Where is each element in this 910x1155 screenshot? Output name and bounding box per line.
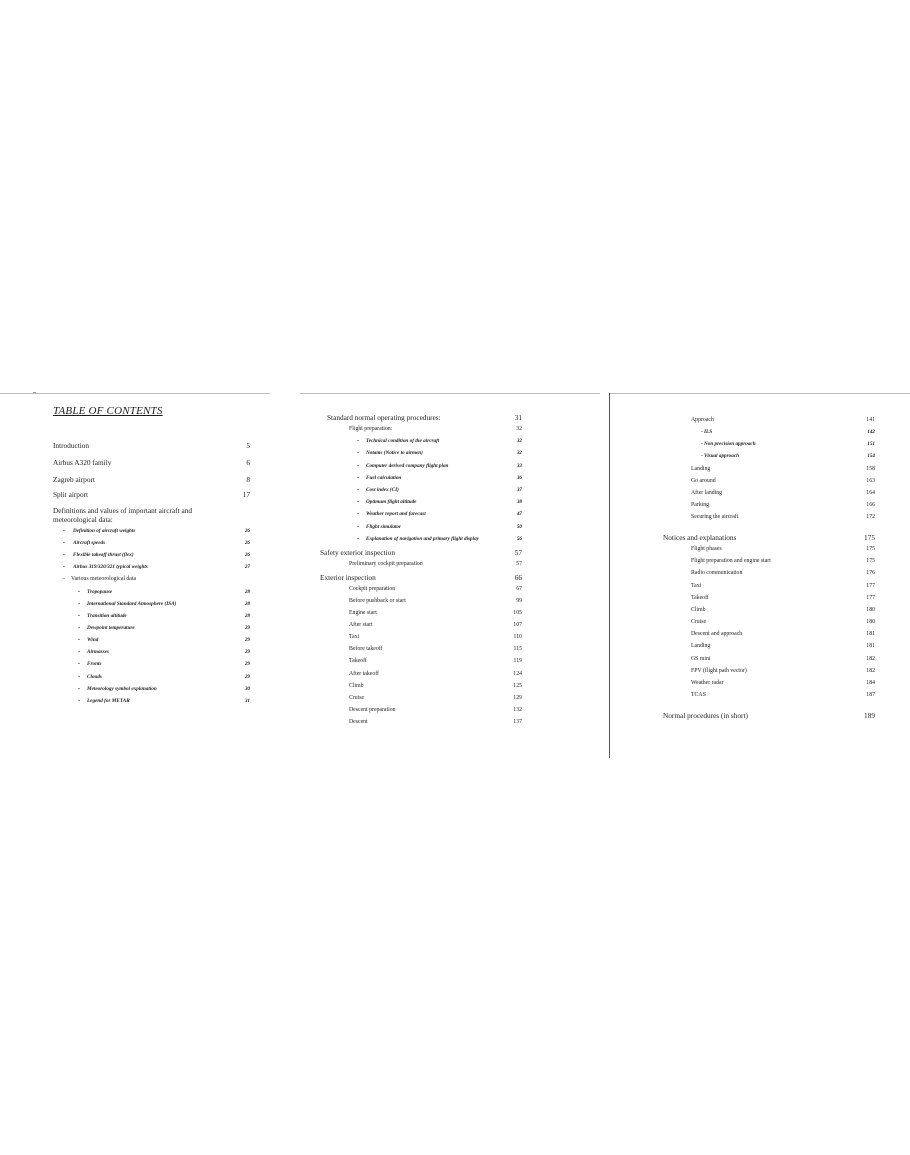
toc-entry-page: 29 bbox=[244, 637, 250, 643]
toc-entry-label: Takeoff bbox=[349, 658, 367, 664]
toc-entry-label: After start bbox=[349, 622, 373, 628]
bullet-dash-icon: - bbox=[78, 698, 80, 704]
toc-entry-label: Introduction bbox=[53, 441, 90, 450]
toc-entry-page: 57 bbox=[514, 548, 522, 557]
toc-entry-label: Landing bbox=[691, 643, 711, 649]
toc-entry-page: 151 bbox=[867, 441, 875, 447]
toc-entry-label: Airbus A320 family bbox=[53, 458, 112, 467]
toc-entry-page: 129 bbox=[513, 695, 522, 701]
toc-entry-page: 32 bbox=[516, 426, 522, 432]
toc-entry-page: 56 bbox=[516, 536, 522, 542]
toc-entry-label: Clouds bbox=[87, 674, 102, 680]
toc-entry-label: Parking bbox=[691, 502, 710, 508]
toc-entry-label: TCAS bbox=[691, 692, 706, 698]
toc-entry-page: 175 bbox=[866, 546, 875, 552]
toc-entry-page: 187 bbox=[866, 692, 875, 698]
toc-entry-label: Cockpit preparation bbox=[349, 586, 396, 592]
toc-entry-page: 67 bbox=[516, 586, 522, 592]
toc-entry-page: 37 bbox=[516, 487, 522, 493]
toc-entry-label: Weather radar bbox=[691, 680, 724, 686]
bullet-dash-icon: - bbox=[78, 649, 80, 655]
toc-entry-label: Airmasses bbox=[87, 649, 109, 655]
bullet-dash-icon: - bbox=[78, 637, 80, 643]
toc-entry-page: 99 bbox=[516, 598, 522, 604]
bullet-dash-icon: - bbox=[357, 487, 359, 493]
toc-entry-label: Before pushback or start bbox=[349, 598, 406, 604]
bullet-dash-icon: - bbox=[63, 540, 65, 546]
toc-entry-page: 110 bbox=[513, 634, 522, 640]
toc-entry-page: 141 bbox=[866, 417, 875, 423]
toc-entry-page: 27 bbox=[244, 564, 250, 570]
toc-entry-page: 105 bbox=[513, 610, 522, 616]
toc-entry-page: 31 bbox=[514, 413, 522, 422]
toc-entry-page: 189 bbox=[864, 711, 875, 720]
toc-entry-label: Weather report and forecast bbox=[366, 511, 426, 517]
toc-entry-label: Exterior inspection bbox=[320, 573, 376, 582]
toc-entry-page: 166 bbox=[866, 502, 875, 508]
toc-entry-page: 36 bbox=[516, 475, 522, 481]
toc-entry-label: Technical condition of the aircraft bbox=[366, 438, 440, 444]
toc-entry-page: 181 bbox=[866, 643, 875, 649]
toc-entry-label: Flight preparation: bbox=[349, 426, 393, 432]
toc-entry-label: Meteorology symbol explanation bbox=[87, 686, 157, 692]
toc-entry-label: Engine start bbox=[349, 610, 377, 616]
bullet-dash-icon: - bbox=[78, 589, 80, 595]
toc-entry-page: 132 bbox=[513, 707, 522, 713]
toc-entry-page: 163 bbox=[866, 478, 875, 484]
toc-entry-page: 26 bbox=[244, 540, 250, 546]
toc-entry-page: 181 bbox=[866, 631, 875, 637]
toc-entry-label: International Standard Atmosphere (ISA) bbox=[87, 601, 177, 607]
toc-entry-page: 180 bbox=[866, 607, 875, 613]
toc-entry-label: Safety exterior inspection bbox=[320, 548, 395, 557]
toc-entry-label: Optimum flight altitude bbox=[366, 499, 417, 505]
toc-entry-label: Descent preparation bbox=[349, 707, 396, 713]
bullet-dash-icon: - bbox=[357, 499, 359, 505]
bullet-dash-icon: - bbox=[357, 475, 359, 481]
toc-entry-label: - ILS bbox=[701, 429, 713, 435]
toc-entry-page: 107 bbox=[513, 622, 522, 628]
toc-entry-label: Descent and approach bbox=[691, 631, 743, 637]
toc-entry-page: 175 bbox=[864, 533, 875, 542]
toc-entry-page: 115 bbox=[513, 646, 522, 652]
toc-entry-page: 164 bbox=[866, 490, 875, 496]
toc-entry-label: Radio communication bbox=[691, 570, 743, 576]
toc-entry-page: 32 bbox=[516, 450, 522, 456]
toc-entry-label: Normal procedures (in short) bbox=[663, 711, 748, 720]
toc-entry-label: Explanation of navigation and primary flight display bbox=[366, 536, 479, 542]
toc-entry-label: Dewpoint temperature bbox=[87, 625, 135, 631]
bullet-dash-icon: - bbox=[357, 463, 359, 469]
toc-entry-label: After landing bbox=[691, 490, 723, 496]
toc-entry-label: Standard normal operating procedures: bbox=[327, 413, 441, 422]
toc-entry-page: 28 bbox=[244, 589, 250, 595]
toc-entry-label: Taxi bbox=[349, 634, 360, 640]
toc-entry-page: 182 bbox=[866, 656, 875, 662]
toc-entry-label: Cruise bbox=[691, 619, 707, 625]
toc-entry-page: 180 bbox=[866, 619, 875, 625]
bullet-dash-icon: - bbox=[357, 450, 359, 456]
toc-entry-label: Zagreb airport bbox=[53, 475, 95, 484]
toc-entry-page: 119 bbox=[513, 658, 522, 664]
toc-entry-label: Various meteorological data bbox=[71, 576, 137, 582]
toc-entry-page: 177 bbox=[866, 583, 875, 589]
toc-entry-page: 154 bbox=[867, 453, 875, 459]
toc-entry-label: Securing the aircraft bbox=[691, 514, 739, 520]
toc-entry-label: - Visual approach bbox=[701, 453, 740, 459]
toc-entry-label: Approach bbox=[691, 417, 714, 423]
toc-entry-label: Wind bbox=[87, 637, 99, 643]
toc-entry-label: Fronts bbox=[87, 661, 102, 667]
bullet-dash-icon: - bbox=[78, 601, 80, 607]
toc-entry-label: Legend for METAR bbox=[87, 698, 130, 704]
toc-entry-label: Before takeoff bbox=[349, 646, 383, 652]
toc-entry-label: FPV (flight path vector) bbox=[691, 668, 747, 674]
bullet-dash-icon: - bbox=[78, 674, 80, 680]
toc-entry-page: 28 bbox=[244, 613, 250, 619]
toc-entry-page: 5 bbox=[246, 441, 250, 450]
bullet-dash-icon: - bbox=[357, 536, 359, 542]
toc-entry-label: Preliminary cockpit preparation bbox=[349, 561, 423, 567]
toc-entry-page: 33 bbox=[516, 463, 522, 469]
toc-entry-page: 184 bbox=[866, 680, 875, 686]
toc-entry-page: 182 bbox=[866, 668, 875, 674]
toc-entry-page: 29 bbox=[244, 674, 250, 680]
toc-entry-page: 125 bbox=[513, 683, 522, 689]
toc-entry-label: Flight preparation and engine start bbox=[691, 558, 771, 564]
toc-entry-page: 172 bbox=[866, 514, 875, 520]
toc-entry-page: 38 bbox=[516, 499, 522, 505]
bullet-dash-icon: - bbox=[78, 686, 80, 692]
bullet-dash-icon: - bbox=[78, 613, 80, 619]
bullet-dash-icon: - bbox=[78, 625, 80, 631]
toc-entry-page: 26 bbox=[244, 552, 250, 558]
toc-entry-label: Cruise bbox=[349, 695, 365, 701]
scan-speck bbox=[33, 392, 36, 393]
toc-entry-label: Go around bbox=[691, 478, 716, 484]
toc-entry-label: Transition altitude bbox=[87, 613, 127, 619]
toc-entry-page: 57 bbox=[516, 561, 522, 567]
toc-entry-page: 50 bbox=[516, 524, 522, 530]
toc-entry-page: 176 bbox=[866, 570, 875, 576]
page-top-edge bbox=[300, 393, 600, 394]
toc-entry-page: 47 bbox=[516, 511, 522, 517]
toc-entry-page: 158 bbox=[866, 466, 875, 472]
toc-entry-page: 32 bbox=[516, 438, 522, 444]
toc-page-1 bbox=[0, 0, 272, 1155]
toc-entry-page: 29 bbox=[244, 661, 250, 667]
toc-entry-page: 31 bbox=[244, 698, 250, 704]
toc-entry-label: Airbus 319/320/321 typical weights bbox=[73, 564, 148, 570]
toc-entry-label: - Non precision approach bbox=[701, 441, 756, 447]
toc-page-3 bbox=[609, 0, 910, 1155]
toc-entry-label: Descent bbox=[349, 719, 368, 725]
page-left-edge bbox=[609, 393, 610, 758]
bullet-dash-icon: - bbox=[78, 661, 80, 667]
bullet-dash-icon: - bbox=[63, 576, 65, 582]
toc-entry-label: Notams (Notice to airmen) bbox=[366, 450, 423, 456]
toc-entry-page: 29 bbox=[244, 649, 250, 655]
toc-entry-label: Computer derived company flight plan bbox=[366, 463, 449, 469]
toc-entry-label: Fuel calculation bbox=[366, 475, 402, 481]
bullet-dash-icon: - bbox=[63, 564, 65, 570]
toc-entry-page: 30 bbox=[244, 686, 250, 692]
toc-entry-label: Tropopause bbox=[87, 589, 113, 595]
toc-title: TABLE OF CONTENTS bbox=[53, 405, 163, 417]
toc-entry-page: 29 bbox=[244, 625, 250, 631]
toc-entry-label: Split airport bbox=[53, 490, 89, 499]
toc-entry-label: Landing bbox=[691, 466, 711, 472]
toc-entry-label: Climb bbox=[691, 607, 706, 613]
toc-entry-page: 137 bbox=[513, 719, 522, 725]
toc-entry-page: 17 bbox=[242, 490, 250, 499]
toc-page-2 bbox=[300, 0, 600, 1155]
toc-entry-page: 6 bbox=[246, 458, 250, 467]
toc-entry-label: After takeoff bbox=[349, 671, 379, 677]
toc-entry-page: 8 bbox=[246, 475, 250, 484]
toc-entry-label: GS mini bbox=[691, 656, 711, 662]
toc-entry-label: Definitions and values of important aircraft and meteorological data: bbox=[53, 506, 193, 524]
toc-entry-label: Flight simulator bbox=[366, 524, 402, 530]
toc-entry-label: Aircraft speeds bbox=[73, 540, 106, 546]
toc-entry-label: Definition of aircraft weights bbox=[73, 528, 136, 534]
toc-entry-page: 175 bbox=[866, 558, 875, 564]
toc-entry-label: Flexible takeoff thrust (flex) bbox=[73, 552, 134, 558]
bullet-dash-icon: - bbox=[357, 438, 359, 444]
bullet-dash-icon: - bbox=[63, 528, 65, 534]
toc-entry-label: Notices and explanations bbox=[663, 533, 737, 542]
toc-entry-page: 66 bbox=[514, 573, 522, 582]
toc-entry-page: 28 bbox=[244, 601, 250, 607]
toc-entry-page: 124 bbox=[513, 671, 522, 677]
page-top-edge bbox=[609, 393, 910, 394]
toc-entry-page: 26 bbox=[244, 528, 250, 534]
toc-entry-label: Flight phases bbox=[691, 546, 722, 552]
bullet-dash-icon: - bbox=[357, 511, 359, 517]
bullet-dash-icon: - bbox=[357, 524, 359, 530]
toc-entry-label: Takeoff bbox=[691, 595, 709, 601]
toc-entry-label: Cost index (CI) bbox=[366, 487, 399, 493]
toc-entry-label: Taxi bbox=[691, 583, 702, 589]
toc-entry-page: 142 bbox=[867, 429, 875, 435]
toc-entry-page: 177 bbox=[866, 595, 875, 601]
toc-entry-label: Climb bbox=[349, 683, 364, 689]
bullet-dash-icon: - bbox=[63, 552, 65, 558]
page-top-edge bbox=[0, 393, 270, 394]
